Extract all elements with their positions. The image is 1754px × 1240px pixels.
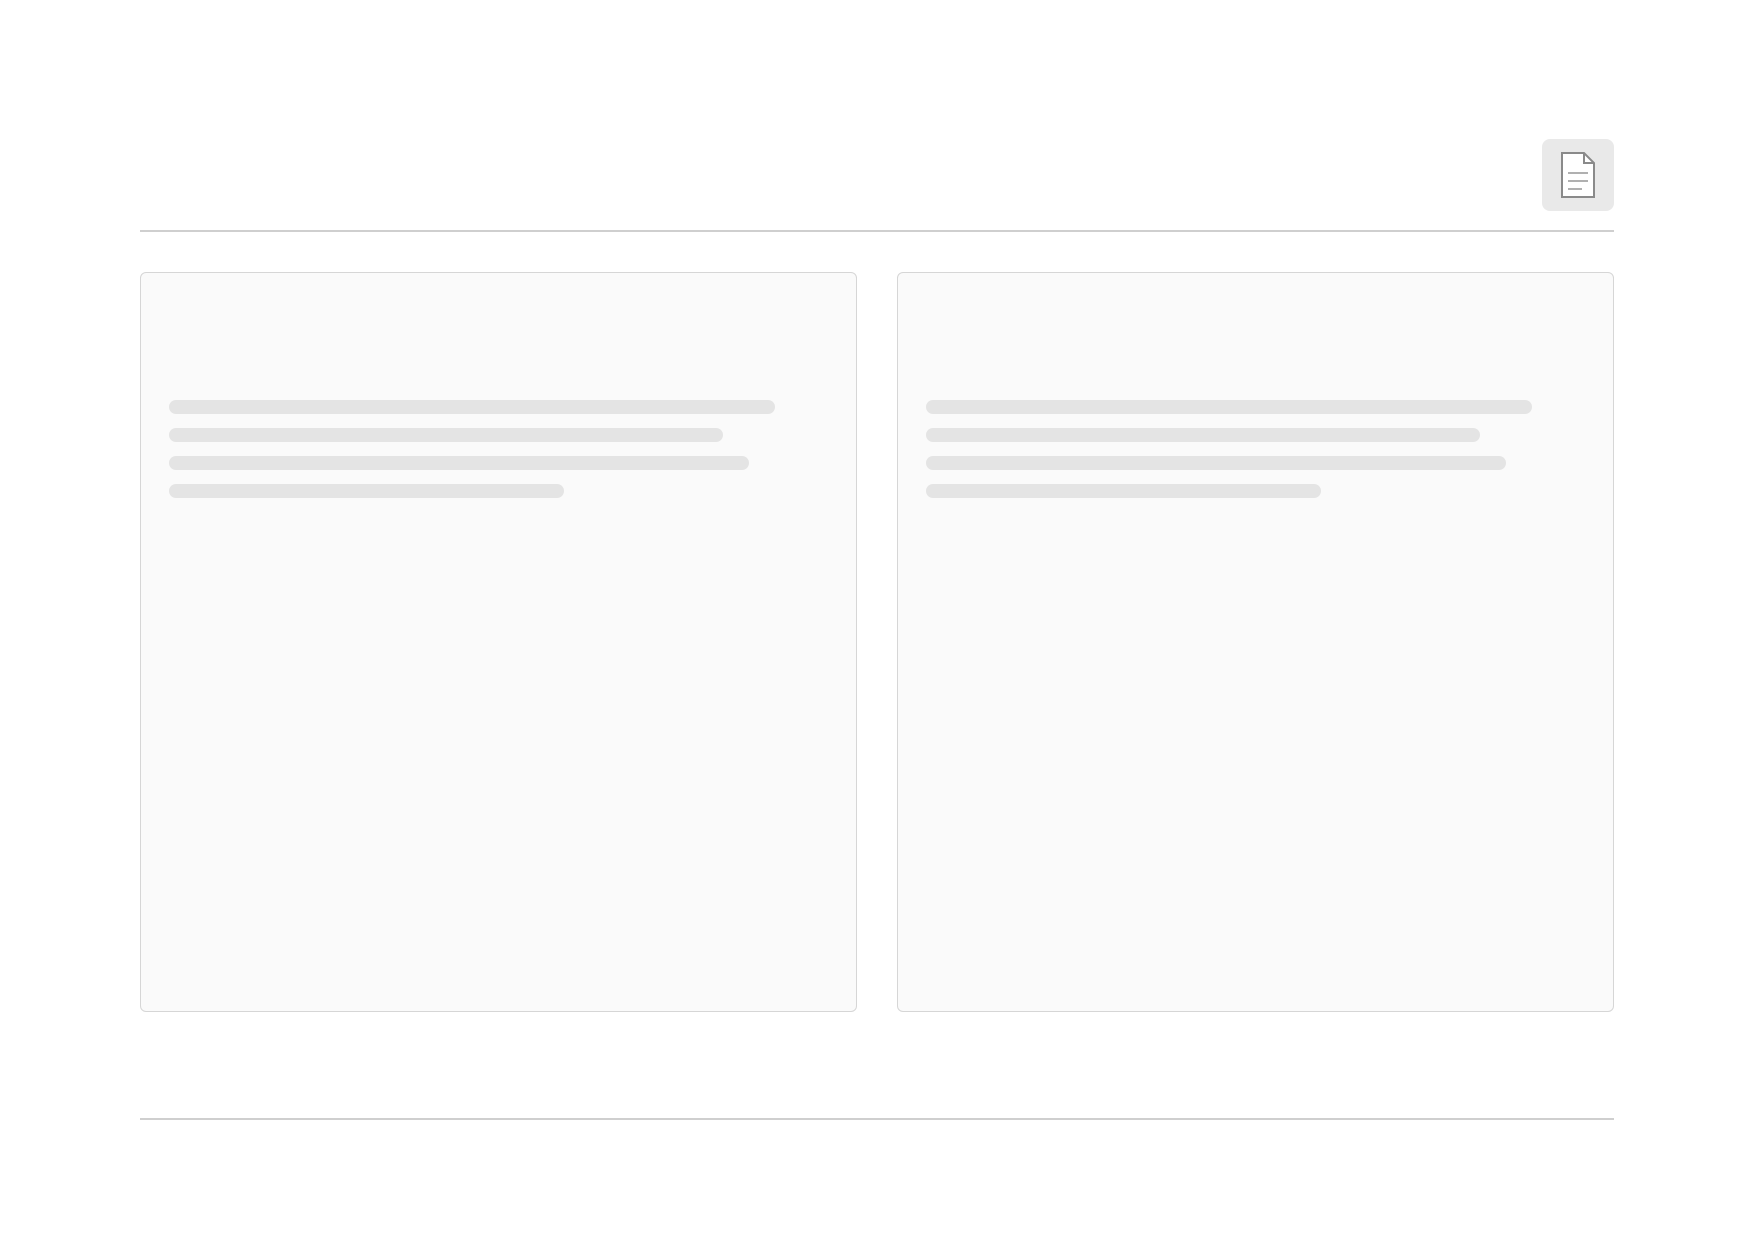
placeholder-line [926,484,1321,498]
text-placeholder [926,400,1585,498]
placeholder-line [926,400,1532,414]
panel-text [926,347,1585,376]
document-icon [1542,139,1614,211]
page-title [140,134,1510,177]
content-panel-right [897,272,1614,1012]
title-block [140,134,1510,216]
placeholder-line [926,456,1506,470]
panel-heading [169,301,828,331]
panel-text [169,347,828,376]
document-header [140,120,1614,232]
text-placeholder [169,400,828,498]
placeholder-line [169,400,775,414]
page-subtitle [140,187,1510,216]
placeholder-line [169,484,564,498]
placeholder-line [169,428,723,442]
placeholder-line [926,428,1480,442]
placeholder-line [169,456,749,470]
document-footer [140,1118,1614,1160]
panel-heading [926,301,1585,331]
document-body [140,272,1614,1012]
content-panel-left [140,272,857,1012]
